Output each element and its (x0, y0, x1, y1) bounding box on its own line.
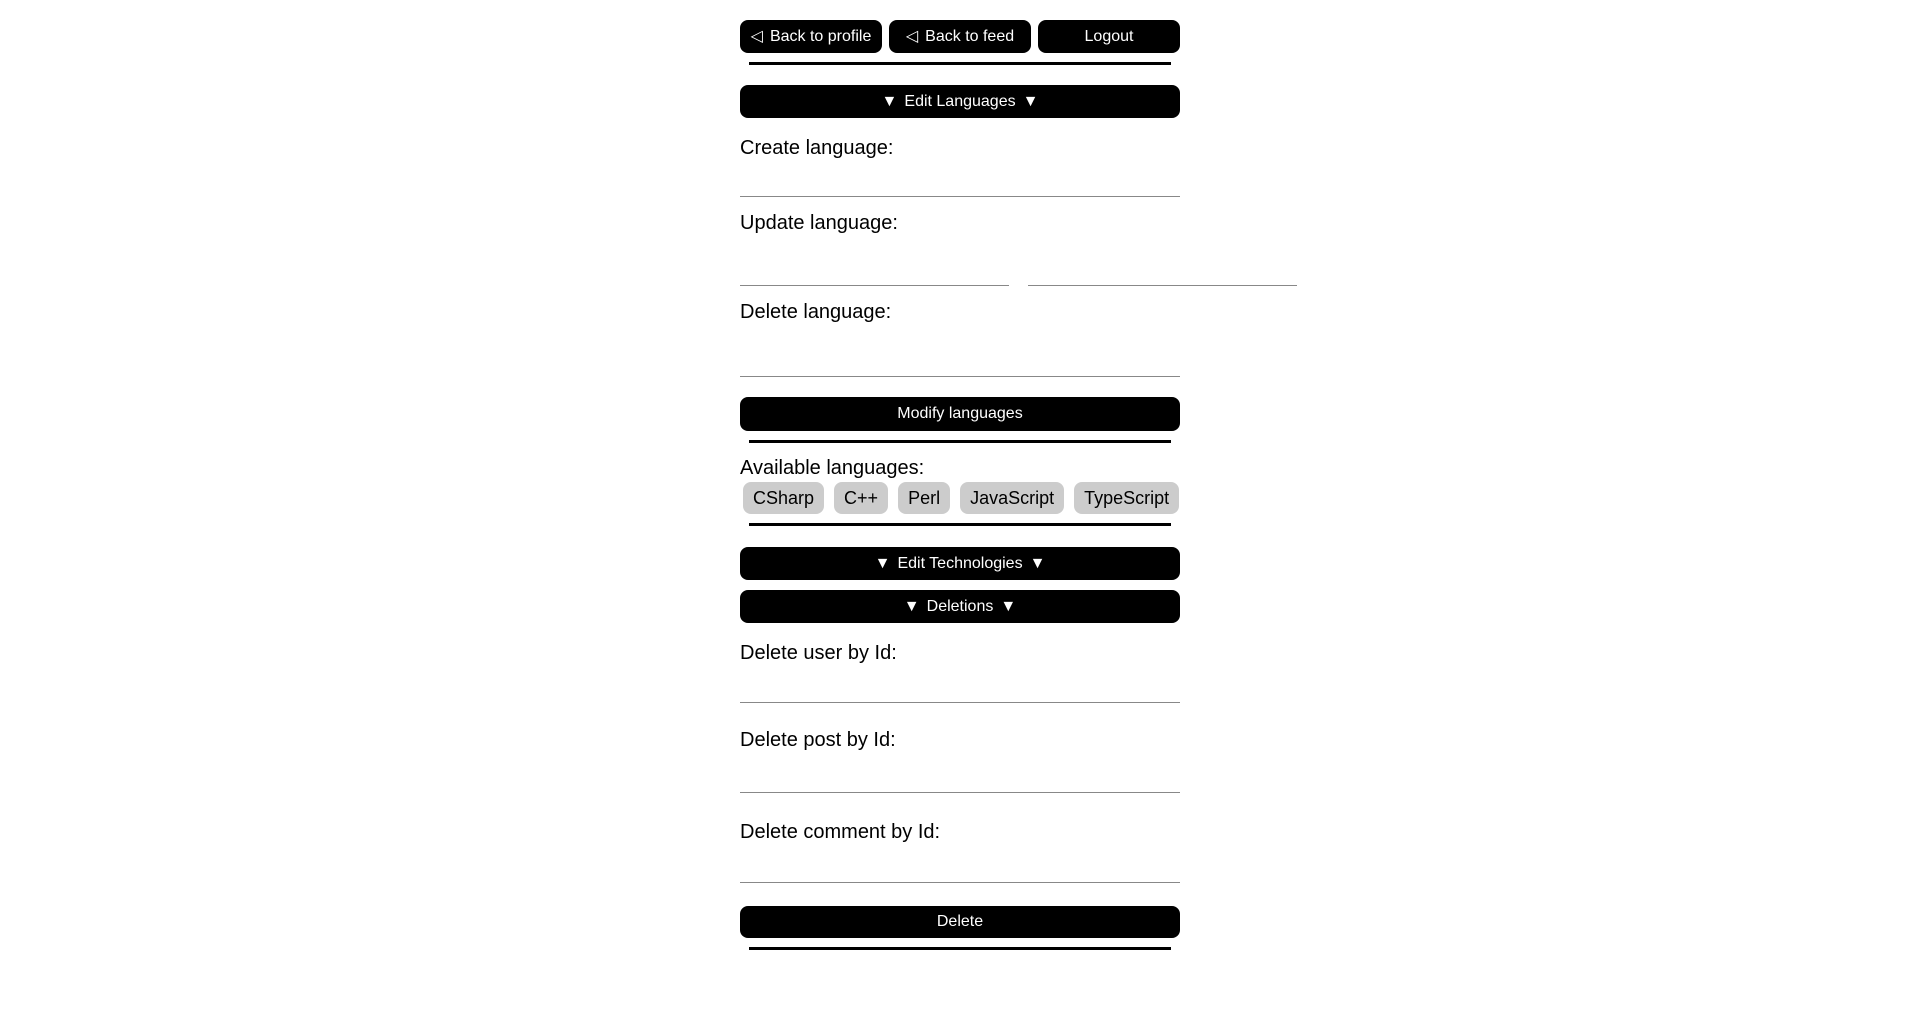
chevron-down-icon: ▼ (903, 597, 920, 615)
chips-divider (749, 523, 1171, 526)
update-language-field (740, 212, 1180, 286)
top-nav (740, 20, 1180, 53)
chevron-down-icon: ▼ (881, 92, 898, 110)
delete-button-label: Delete (936, 913, 984, 930)
delete-user-id-input[interactable] (740, 665, 1180, 703)
nav-divider (749, 62, 1171, 65)
create-language-field (740, 137, 1180, 197)
language-chip: JavaScript (960, 482, 1064, 514)
available-languages-label: Available languages: (740, 457, 925, 479)
delete-post-id-input[interactable] (740, 752, 1180, 793)
delete-button[interactable] (740, 906, 1180, 938)
delete-language-label: Delete language: (740, 301, 892, 323)
update-language-new-input[interactable] (1028, 235, 1297, 286)
chevron-down-icon: ▼ (1000, 597, 1017, 615)
language-chip-list (740, 480, 1180, 514)
delete-user-id-label: Delete user by Id: (740, 642, 897, 664)
deletions-label: Deletions (926, 597, 994, 615)
create-language-label: Create language: (740, 137, 894, 159)
delete-comment-id-input[interactable] (740, 844, 1180, 883)
delete-language-field (740, 301, 1180, 377)
edit-technologies-toggle[interactable] (740, 547, 1180, 580)
update-language-inputs (740, 235, 1180, 286)
update-language-label: Update language: (740, 212, 898, 234)
modify-languages-button[interactable] (740, 397, 1180, 431)
edit-languages-label: Edit Languages (904, 92, 1016, 110)
delete-post-id-label: Delete post by Id: (740, 729, 896, 751)
admin-panel (740, 0, 1180, 950)
language-chip: TypeScript (1074, 482, 1179, 514)
chevron-down-icon: ▼ (874, 554, 891, 572)
back-to-profile-label: Back to profile (769, 27, 872, 45)
modify-languages-label: Modify languages (897, 405, 1023, 422)
update-language-old-input[interactable] (740, 235, 1009, 286)
delete-language-input[interactable] (740, 324, 1180, 377)
language-chip: CSharp (743, 482, 824, 514)
language-chip: C++ (834, 482, 888, 514)
create-language-input[interactable] (740, 160, 1180, 197)
back-to-feed-label: Back to feed (925, 27, 1015, 45)
language-chip: Perl (898, 482, 950, 514)
delete-user-field (740, 642, 1180, 703)
back-icon: ◁ (750, 27, 763, 45)
edit-languages-toggle[interactable] (740, 85, 1180, 118)
bottom-divider (749, 947, 1171, 950)
chevron-down-icon: ▼ (1029, 554, 1046, 572)
delete-comment-id-label: Delete comment by Id: (740, 821, 941, 843)
back-icon: ◁ (905, 27, 919, 45)
languages-divider (749, 440, 1171, 443)
back-to-feed-button[interactable] (889, 20, 1031, 53)
chevron-down-icon: ▼ (1022, 92, 1039, 110)
deletions-toggle[interactable] (740, 590, 1180, 623)
edit-technologies-label: Edit Technologies (897, 554, 1023, 572)
delete-comment-field (740, 821, 1180, 883)
delete-post-field (740, 729, 1180, 793)
logout-button[interactable] (1038, 20, 1180, 53)
logout-label: Logout (1084, 27, 1134, 45)
back-to-profile-button[interactable] (740, 20, 882, 53)
